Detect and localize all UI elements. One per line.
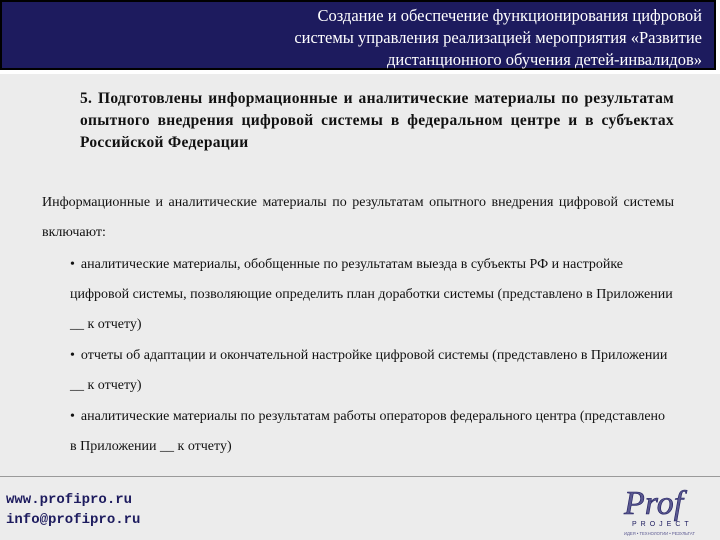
slide-title-line-2: системы управления реализацией мероприятия «Развитие xyxy=(294,28,702,47)
slide-header xyxy=(0,0,720,74)
header-banner xyxy=(0,0,716,70)
list-item xyxy=(70,341,674,401)
bullet-icon: • xyxy=(70,348,75,363)
logo-subtext: PROJECT xyxy=(632,521,693,528)
section-heading: 5. Подготовлены информационные и аналитические материалы по результатам опытного внедрения цифровой системы в федеральном центре и в субъектах Российской Федерации xyxy=(80,90,674,151)
logo-tagline: ИДЕЯ • ТЕХНОЛОГИИ • РЕЗУЛЬТАТ xyxy=(624,531,695,536)
footer-divider xyxy=(0,476,720,477)
list-item xyxy=(70,402,674,462)
bullet-icon: • xyxy=(70,409,75,424)
slide-title xyxy=(142,5,702,71)
prof-project-logo-icon xyxy=(618,482,718,538)
list-item-text: аналитические материалы, обобщенные по результатам выезда в субъекты РФ и настройке цифровой системы, позволяющие определить план доработки системы (представлено в Приложении __ к отчету) xyxy=(70,257,673,332)
list-item-text: отчеты об адаптации и окончательной настройке цифровой системы (представлено в Приложении __ к отчету) xyxy=(70,348,668,393)
email-link[interactable]: info@profipro.ru xyxy=(6,512,141,528)
bullet-list xyxy=(70,250,674,463)
list-item xyxy=(70,250,674,340)
slide-title-line-1: Создание и обеспечение функционирования цифровой xyxy=(317,6,702,25)
website-link[interactable]: www.profipro.ru xyxy=(6,492,133,508)
slide-title-line-3: дистанционного обучения детей-инвалидов» xyxy=(387,50,702,69)
intro-paragraph: Информационные и аналитические материалы по результатам опытного внедрения цифровой системы включают: xyxy=(42,195,674,240)
bullet-icon: • xyxy=(70,257,75,272)
list-item-text: аналитические материалы по результатам работы операторов федерального центра (представлено в Приложении __ к отчету) xyxy=(70,409,666,454)
logo-wordmark: Prof xyxy=(624,485,684,522)
footer-contacts xyxy=(6,490,140,530)
